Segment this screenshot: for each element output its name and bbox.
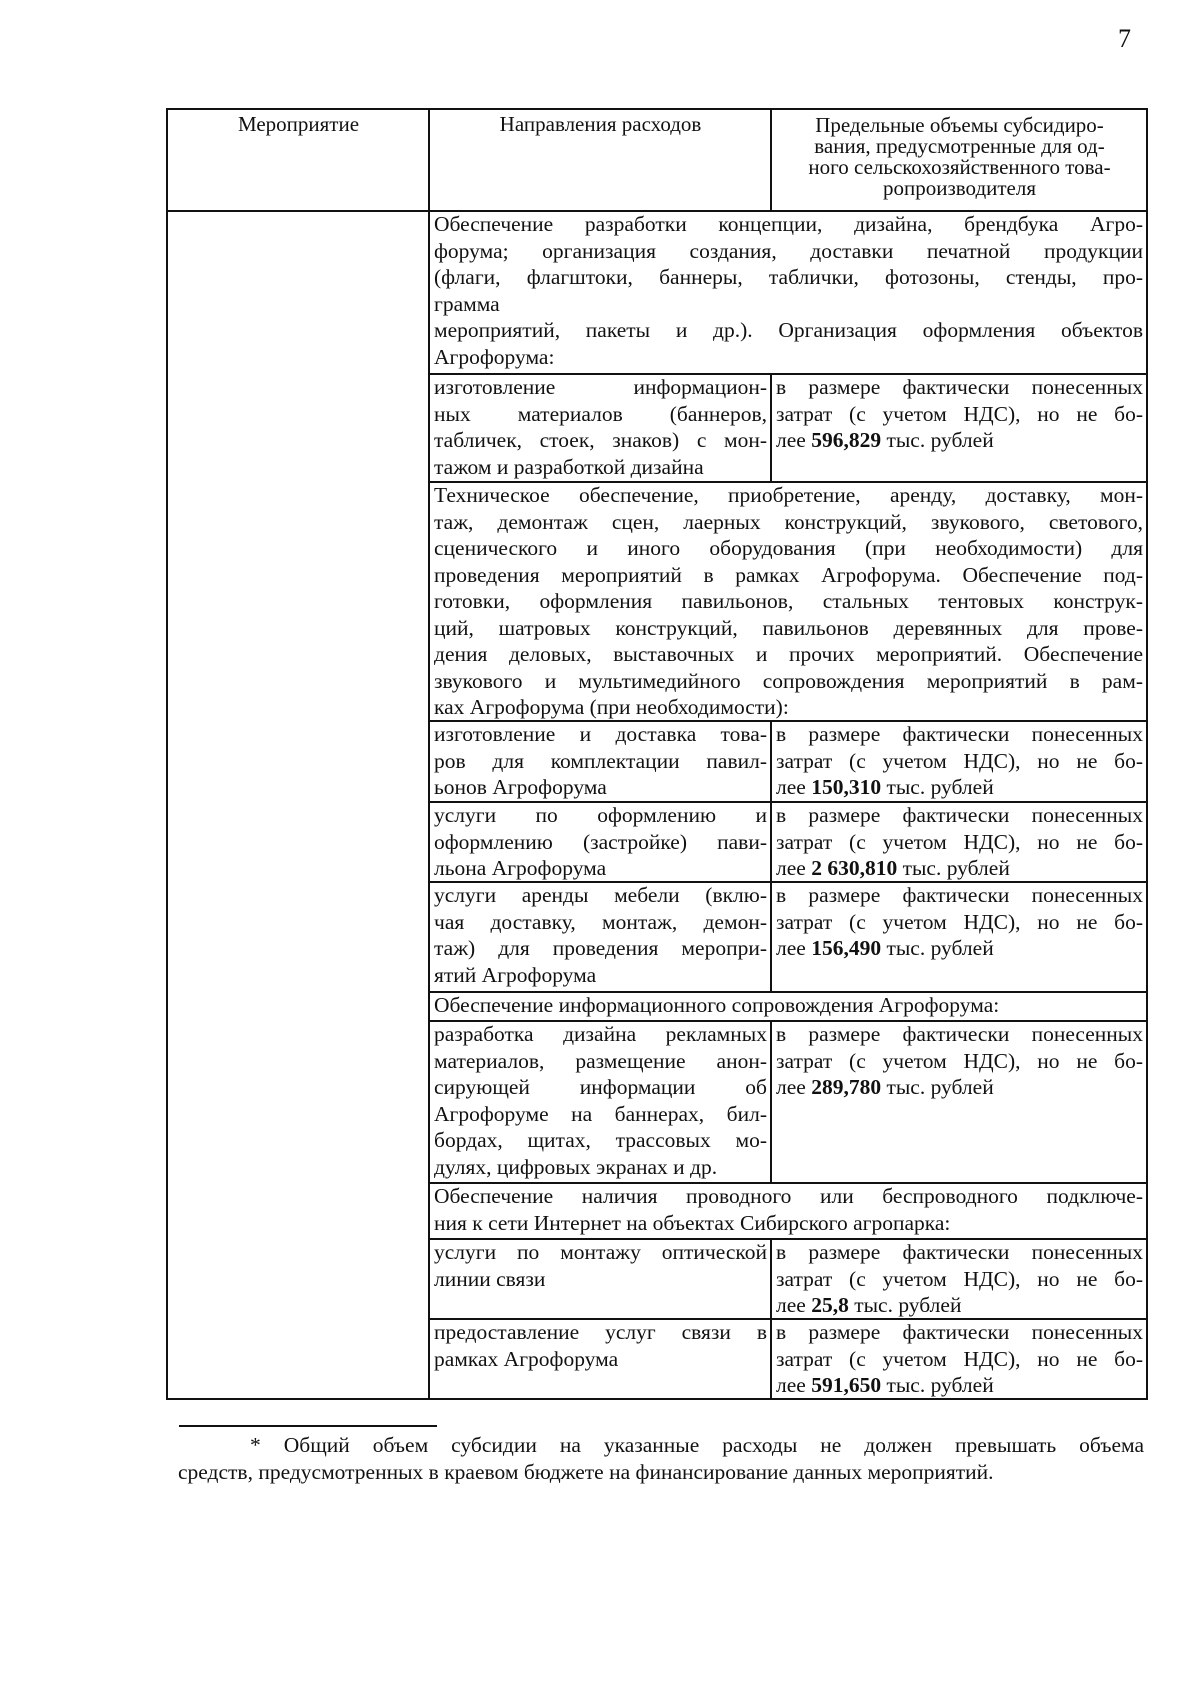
section-title xyxy=(430,1183,1146,1238)
header-limits-line: ропроизводителя xyxy=(883,176,1036,200)
direction-cell xyxy=(430,1239,770,1318)
subsidy-table xyxy=(166,108,1148,1400)
limit-lead: лее xyxy=(776,775,812,799)
limit-cell xyxy=(772,374,1146,481)
direction-line: услуги по оформлению и xyxy=(434,803,767,827)
limit-lead: лее xyxy=(776,1373,812,1397)
direction-line: чая доставку, монтаж, демон- xyxy=(434,909,767,934)
limit-amount-line xyxy=(776,774,1143,801)
limit-line: в размере фактически понесенных xyxy=(776,883,1143,907)
section-title-line: Обеспечение разработки концепции, дизайна, брендбука Агро- xyxy=(434,212,1143,236)
section-title-line: мероприятий, пакеты и др.). Организация оформления объектов xyxy=(434,318,1143,342)
limit-cell xyxy=(772,721,1146,801)
section-title-line: ках Агрофорума (при необходимости): xyxy=(434,695,789,719)
direction-line: ьонов Агрофорума xyxy=(434,775,607,799)
limit-amount-line xyxy=(776,1292,1143,1318)
footnote-line: средств, предусмотренных в краевом бюджете на финансирование данных мероприятий. xyxy=(178,1460,994,1484)
limit-unit: тыс. рублей xyxy=(881,1373,994,1397)
limit-line: затрат (с учетом НДС), но не бо- xyxy=(776,401,1143,426)
header-limits-line: вания, предусмотренные для од- xyxy=(814,134,1105,158)
limit-cell xyxy=(772,1319,1146,1398)
limit-line: в размере фактически понесенных xyxy=(776,803,1143,827)
direction-line: услуги аренды мебели (вклю- xyxy=(434,883,767,907)
direction-line: услуги по монтажу оптической xyxy=(434,1240,767,1264)
limit-line: в размере фактически понесенных xyxy=(776,1320,1143,1344)
limit-line: в размере фактически понесенных xyxy=(776,1240,1143,1264)
direction-cell xyxy=(430,882,770,991)
limit-line: затрат (с учетом НДС), но не бо- xyxy=(776,829,1143,854)
limit-lead: лее xyxy=(776,428,812,452)
direction-line: оформлению (застройке) пави- xyxy=(434,829,767,854)
direction-line: ных материалов (баннеров, xyxy=(434,401,767,426)
limit-lead: лее xyxy=(776,936,812,960)
limit-amount-line xyxy=(776,427,1143,454)
section-title-line: Обеспечение наличия проводного или беспроводного подключе- xyxy=(434,1184,1143,1208)
direction-line: изготовление информацион- xyxy=(434,375,767,399)
section-title-line: таж, демонтаж сцен, лаерных конструкций, звукового, светового, xyxy=(434,509,1143,534)
limit-unit: тыс. рублей xyxy=(897,856,1010,880)
direction-line: разработка дизайна рекламных xyxy=(434,1022,767,1046)
limit-amount: 289,780 xyxy=(811,1075,882,1099)
header-limits-line: Предельные объемы субсидиро- xyxy=(815,113,1104,137)
section-title-line: форума; организация создания, доставки печатной продукции xyxy=(434,238,1143,263)
section-title-line: ций, шатровых конструкций, павильонов деревянных для прове- xyxy=(434,615,1143,640)
limit-amount-line xyxy=(776,935,1143,962)
limit-unit: тыс. рублей xyxy=(881,936,994,960)
footnote-line: * Общий объем субсидии на указанные расходы не должен превышать объема xyxy=(250,1433,1144,1457)
direction-cell xyxy=(430,1021,770,1182)
limit-amount: 150,310 xyxy=(811,775,882,799)
direction-cell xyxy=(430,802,770,881)
footnote xyxy=(178,1432,1144,1486)
direction-line: дулях, цифровых экранах и др. xyxy=(434,1154,718,1179)
header-directions: Направления расходов xyxy=(499,112,702,136)
limit-line: в размере фактически понесенных xyxy=(776,375,1143,399)
header-event: Мероприятие xyxy=(237,112,360,136)
limit-line: в размере фактически понесенных xyxy=(776,1022,1143,1046)
direction-line: материалов, размещение анон- xyxy=(434,1048,767,1073)
limit-line: в размере фактически понесенных xyxy=(776,722,1143,746)
limit-amount: 596,829 xyxy=(811,428,882,452)
direction-line: предоставление услуг связи в xyxy=(434,1320,767,1344)
direction-line: табличек, стоек, знаков) с мон- xyxy=(434,428,767,452)
limit-unit: тыс. рублей xyxy=(881,428,994,452)
section-title-line: дения деловых, выставочных и прочих мероприятий. Обеспечение xyxy=(434,642,1143,666)
limit-amount: 2 630,810 xyxy=(811,856,898,880)
limit-line: затрат (с учетом НДС), но не бо- xyxy=(776,748,1143,773)
section-title xyxy=(430,992,1146,1020)
section-title-line: ния к сети Интернет на объектах Сибирского агропарка: xyxy=(434,1210,951,1235)
direction-line: рамках Агрофорума xyxy=(434,1346,619,1371)
limit-unit: тыс. рублей xyxy=(881,775,994,799)
limit-amount: 156,490 xyxy=(811,936,882,960)
limit-amount-line xyxy=(776,855,1143,881)
section-title-line: готовки, оформления павильонов, стальных тентовых конструк- xyxy=(434,589,1143,613)
limit-amount-line xyxy=(776,1074,1143,1101)
limit-cell xyxy=(772,802,1146,881)
section-title-line: Техническое обеспечение, приобретение, аренду, доставку, мон- xyxy=(434,483,1143,507)
section-title-line: (флаги, флагштоки, баннеры, таблички, фотозоны, стенды, про- xyxy=(434,265,1143,289)
section-title-line: звукового и мультимедийного сопровождения мероприятий в рам- xyxy=(434,668,1143,693)
page-number: 7 xyxy=(1118,24,1131,53)
direction-cell xyxy=(430,374,770,481)
direction-line: ятий Агрофорума xyxy=(434,962,597,987)
direction-line: тажом и разработкой дизайна xyxy=(434,454,704,479)
limit-amount: 591,650 xyxy=(811,1373,882,1397)
limit-lead: лее xyxy=(776,1293,812,1317)
section-title-line: грамма xyxy=(434,291,500,316)
limit-unit: тыс. рублей xyxy=(881,1075,994,1099)
direction-cell xyxy=(430,721,770,801)
limit-line: затрат (с учетом НДС), но не бо- xyxy=(776,1266,1143,1291)
section-title-line: сценического и иного оборудования (при необходимости) для xyxy=(434,536,1143,560)
footnote-divider xyxy=(179,1425,437,1427)
direction-cell xyxy=(430,1319,770,1398)
section-title-line: Обеспечение информационного сопровождения Агрофорума: xyxy=(434,993,1000,1017)
direction-line: ров для комплектации павил- xyxy=(434,748,767,773)
limit-line: затрат (с учетом НДС), но не бо- xyxy=(776,1346,1143,1371)
limit-unit: тыс. рублей xyxy=(848,1293,962,1317)
limit-amount-line xyxy=(776,1372,1143,1398)
limit-cell xyxy=(772,1021,1146,1182)
header-limits-line: ного сельскохозяйственного това- xyxy=(808,155,1111,179)
direction-line: бордах, щитах, трассовых мо- xyxy=(434,1128,767,1152)
limit-lead: лее xyxy=(776,856,812,880)
direction-line: таж) для проведения меропри- xyxy=(434,936,767,960)
section-title xyxy=(430,211,1146,373)
limit-cell xyxy=(772,882,1146,991)
section-title xyxy=(430,482,1146,720)
section-title-line: проведения мероприятий в рамках Агрофорума. Обеспечение под- xyxy=(434,562,1143,587)
limit-lead: лее xyxy=(776,1075,812,1099)
direction-line: Агрофоруме на баннерах, бил- xyxy=(434,1101,767,1126)
limit-amount: 25,8 xyxy=(811,1293,849,1317)
limit-cell xyxy=(772,1239,1146,1318)
direction-line: изготовление и доставка това- xyxy=(434,722,767,746)
direction-line: льона Агрофорума xyxy=(434,856,607,880)
limit-line: затрат (с учетом НДС), но не бо- xyxy=(776,1048,1143,1073)
header-limits xyxy=(772,108,1146,210)
direction-line: линии связи xyxy=(434,1266,546,1291)
limit-line: затрат (с учетом НДС), но не бо- xyxy=(776,909,1143,934)
direction-line: сирующей информации об xyxy=(434,1075,767,1099)
section-title-line: Агрофорума: xyxy=(434,344,555,369)
